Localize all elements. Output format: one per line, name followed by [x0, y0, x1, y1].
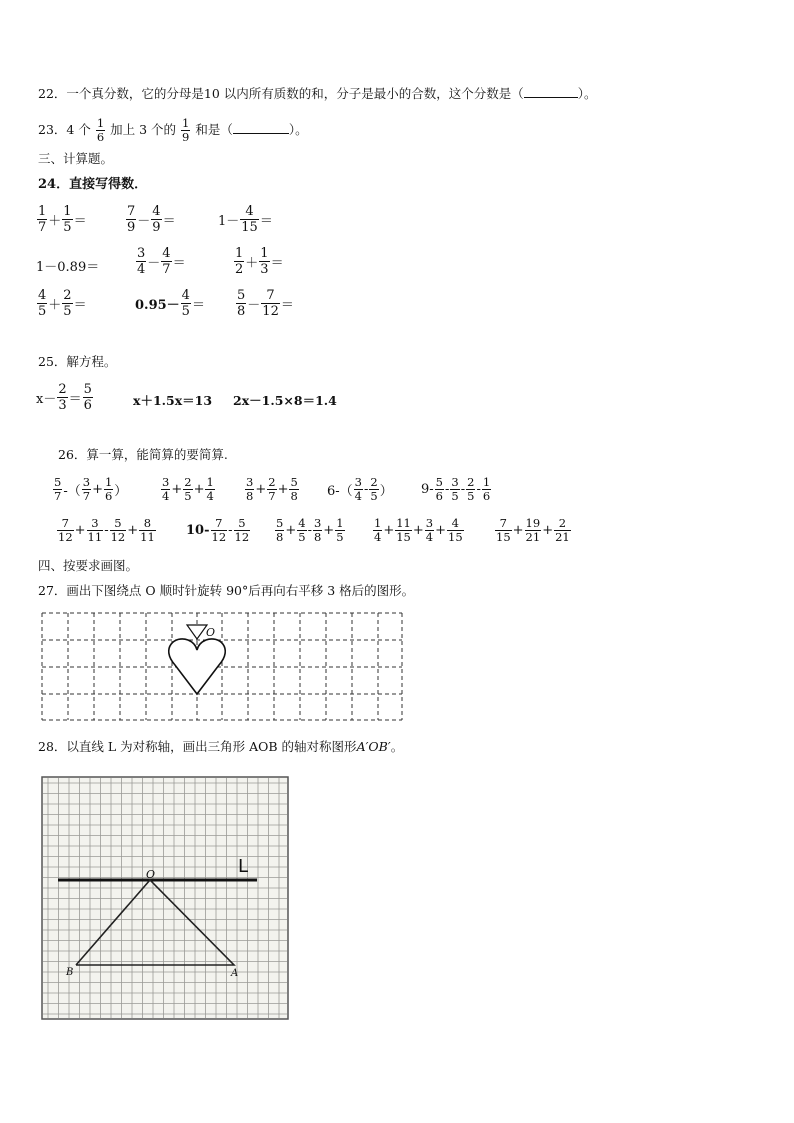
question-28-title: 28．以直线 L 为对称轴，画出三角形 AOB 的轴对称图形A′OB′。 [38, 739, 404, 754]
q27-grid-figure [40, 610, 404, 722]
question-26-title: 26．算一算，能简算的要简算. [58, 447, 228, 462]
q26-item: 6-（ $\frac{3}{4}$ - $\frac{2}{5}$ ） [327, 475, 393, 503]
fraction: $\frac{1}{6}$ [96, 116, 105, 144]
q26-item: $\frac{5}{7}$ -（ $\frac{3}{7}$ + $\frac{1}{6}$ ） [54, 475, 128, 503]
q25-equation-2: x＋1.5x＝13 [133, 393, 213, 408]
fraction: $\frac{1}{9}$ [182, 116, 190, 144]
q24-item: $\frac{1}{2}$ ＋ $\frac{1}{3}$ ＝ [235, 246, 284, 277]
q26-item: 10- $\frac{7}{12}$ - $\frac{5}{12}$ [186, 516, 250, 544]
section-4-heading: 四、按要求画图。 [38, 558, 139, 573]
answer-blank [524, 85, 578, 98]
heart-shape [169, 639, 226, 694]
q28-grid-figure [40, 775, 290, 1021]
svg-text:O: O [146, 868, 156, 881]
q26-item: $\frac{7}{15}$ + $\frac{19}{21}$ + $\frac{2}{21}$ [496, 516, 570, 544]
q26-item: $\frac{7}{12}$ + $\frac{3}{11}$ - $\frac{5}{12}$ + $\frac{8}{11}$ [58, 516, 155, 544]
q23-part-c: 和是（ [195, 122, 233, 137]
q26-item: $\frac{5}{8}$ + $\frac{4}{5}$ - $\frac{3}{8}$ + $\frac{1}{5}$ [276, 516, 344, 544]
q26-item: $\frac{3}{4}$ + $\frac{2}{5}$ + $\frac{1}{4}$ [162, 475, 214, 503]
point-o-label: O [206, 626, 216, 639]
question-25-title: 25．解方程。 [38, 354, 117, 369]
q22-text: 22．一个真分数，它的分母是10 以内所有质数的和，分子是最小的合数，这个分数是（ [38, 86, 524, 101]
svg-text:B: B [66, 967, 74, 978]
q26-item: 9- $\frac{5}{6}$ - $\frac{3}{5}$ - $\frac{2}{5}$ - $\frac{1}{6}$ [421, 475, 491, 503]
question-22 [38, 85, 597, 102]
q24-item: $\frac{7}{9}$ － $\frac{4}{9}$ ＝ [127, 204, 176, 235]
q26-item: $\frac{3}{8}$ + $\frac{2}{7}$ + $\frac{5}{8}$ [246, 475, 298, 503]
svg-text:A: A [231, 968, 239, 979]
q24-item: $\frac{4}{5}$ ＋ $\frac{2}{5}$ ＝ [38, 288, 87, 319]
q24-item: $\frac{5}{8}$ － $\frac{7}{12}$ ＝ [237, 288, 294, 319]
q24-item: $\frac{3}{4}$ － $\frac{4}{7}$ ＝ [137, 246, 186, 277]
triangle-marker [187, 625, 207, 639]
q23-part-a: 23．4 个 [38, 122, 91, 137]
q22-end: ）。 [577, 86, 597, 101]
q23-part-b: 加上 3 个的 [110, 122, 177, 137]
q24-item: 1－ $\frac{4}{15}$ ＝ [218, 204, 273, 235]
q24-item: 0.95－ $\frac{4}{5}$ ＝ [135, 288, 205, 319]
section-3-heading: 三、计算题。 [38, 151, 114, 166]
q25-equation-3: 2x－1.5×8＝1.4 [233, 393, 337, 408]
answer-blank [233, 121, 289, 134]
q24-item: 1－0.89＝ [36, 260, 100, 275]
svg-text:L: L [238, 856, 249, 877]
q26-item: $\frac{1}{4}$ + $\frac{11}{15}$ + $\frac{3}{4}$ + $\frac{4}{15}$ [374, 516, 463, 544]
question-27-title: 27．画出下图绕点 O 顺时针旋转 90°后再向右平移 3 格后的图形。 [38, 583, 415, 598]
q23-end: ）。 [288, 122, 308, 137]
q24-item: $\frac{1}{7}$ ＋ $\frac{1}{5}$ ＝ [38, 204, 87, 235]
question-24-title: 24．直接写得数． [38, 177, 148, 192]
q25-equation-1: x－ $\frac{2}{3}$ ＝ $\frac{5}{6}$ [36, 382, 92, 413]
question-23 [38, 116, 308, 144]
